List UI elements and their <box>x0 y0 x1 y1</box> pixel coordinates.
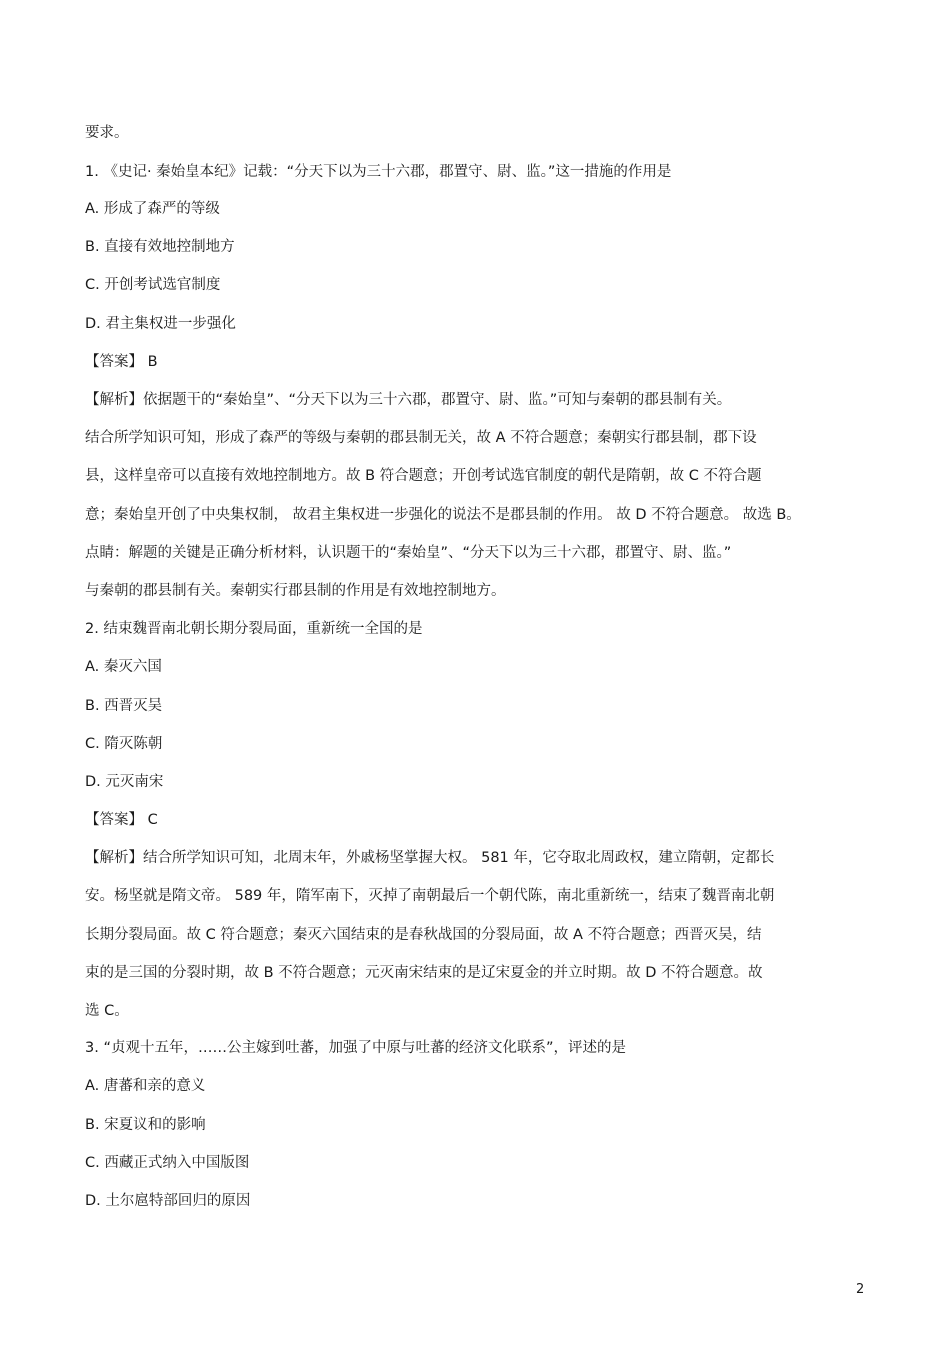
question-2-analysis-line: 束的是三国的分裂时期，故 B 不符合题意；元灭南宋结束的是辽宋夏金的并立时期。故 D 不符合题意。故 <box>85 965 763 981</box>
question-1-analysis-line: 县，这样皇帝可以直接有效地控制地方。故 B 符合题意；开创考试选官制度的朝代是隋朝，故 C 不符合题 <box>85 468 762 484</box>
question-1-analysis-line: 【解析】依据题干的“秦始皇”、“分天下以为三十六郡，郡置守、尉、监。”可知与秦朝的郡县制有关。 <box>85 392 732 408</box>
question-1-tip-line: 与秦朝的郡县制有关。秦朝实行郡县制的作用是有效地控制地方。 <box>85 583 506 599</box>
question-2-analysis-line: 长期分裂局面。故 C 符合题意；秦灭六国结束的是春秋战国的分裂局面，故 A 不符合题意；西晋灭吴，结 <box>85 927 762 943</box>
question-2-answer: 【答案】 C <box>85 812 158 828</box>
question-1-option-b: B. 直接有效地控制地方 <box>85 239 235 255</box>
question-3-option-b: B. 宋夏议和的影响 <box>85 1117 206 1133</box>
question-1-answer: 【答案】 B <box>85 354 158 370</box>
question-1-stem: 1. 《史记· 秦始皇本纪》记载：“分天下以为三十六郡，郡置守、尉、监。”这一措施的作用是 <box>85 164 672 180</box>
question-2-option-d: D. 元灭南宋 <box>85 774 164 790</box>
question-1-analysis-line: 意；秦始皇开创了中央集权制， 故君主集权进一步强化的说法不是郡县制的作用。 故 D 不符合题意。 故选 B。 <box>85 507 801 523</box>
question-3-option-d: D. 土尔扈特部回归的原因 <box>85 1193 251 1209</box>
question-1-option-a: A. 形成了森严的等级 <box>85 201 220 217</box>
question-3-option-a: A. 唐蕃和亲的意义 <box>85 1078 206 1094</box>
question-2-option-a: A. 秦灭六国 <box>85 659 162 675</box>
question-2-analysis-line: 【解析】结合所学知识可知，北周末年，外戚杨坚掌握大权。 581 年，它夺取北周政权，建立隋朝，定都长 <box>85 850 775 866</box>
question-2-analysis-line: 选 C。 <box>85 1003 129 1019</box>
question-1-option-d: D. 君主集权进一步强化 <box>85 316 236 332</box>
question-3-option-c: C. 西藏正式纳入中国版图 <box>85 1155 250 1171</box>
question-1-option-c: C. 开创考试选官制度 <box>85 277 221 293</box>
question-2-stem: 2. 结束魏晋南北朝长期分裂局面，重新统一全国的是 <box>85 621 423 637</box>
question-1-tip-line: 点睛：解题的关键是正确分析材料，认识题干的“秦始皇”、“分天下以为三十六郡，郡置守、尉、监。” <box>85 545 732 561</box>
question-2-option-c: C. 隋灭陈朝 <box>85 736 163 752</box>
text-line-intro-end: 要求。 <box>85 125 129 141</box>
question-1-analysis-line: 结合所学知识可知，形成了森严的等级与秦朝的郡县制无关，故 A 不符合题意；秦朝实行郡县制，郡下设 <box>85 430 757 446</box>
page-number: 2 <box>856 1282 865 1297</box>
question-2-analysis-line: 安。杨坚就是隋文帝。 589 年，隋军南下，灭掉了南朝最后一个朝代陈，南北重新统一，结束了魏晋南北朝 <box>85 888 775 904</box>
question-2-option-b: B. 西晋灭吴 <box>85 698 163 714</box>
question-3-stem: 3. “贞观十五年，……公主嫁到吐蕃，加强了中原与吐蕃的经济文化联系”，评述的是 <box>85 1040 626 1056</box>
